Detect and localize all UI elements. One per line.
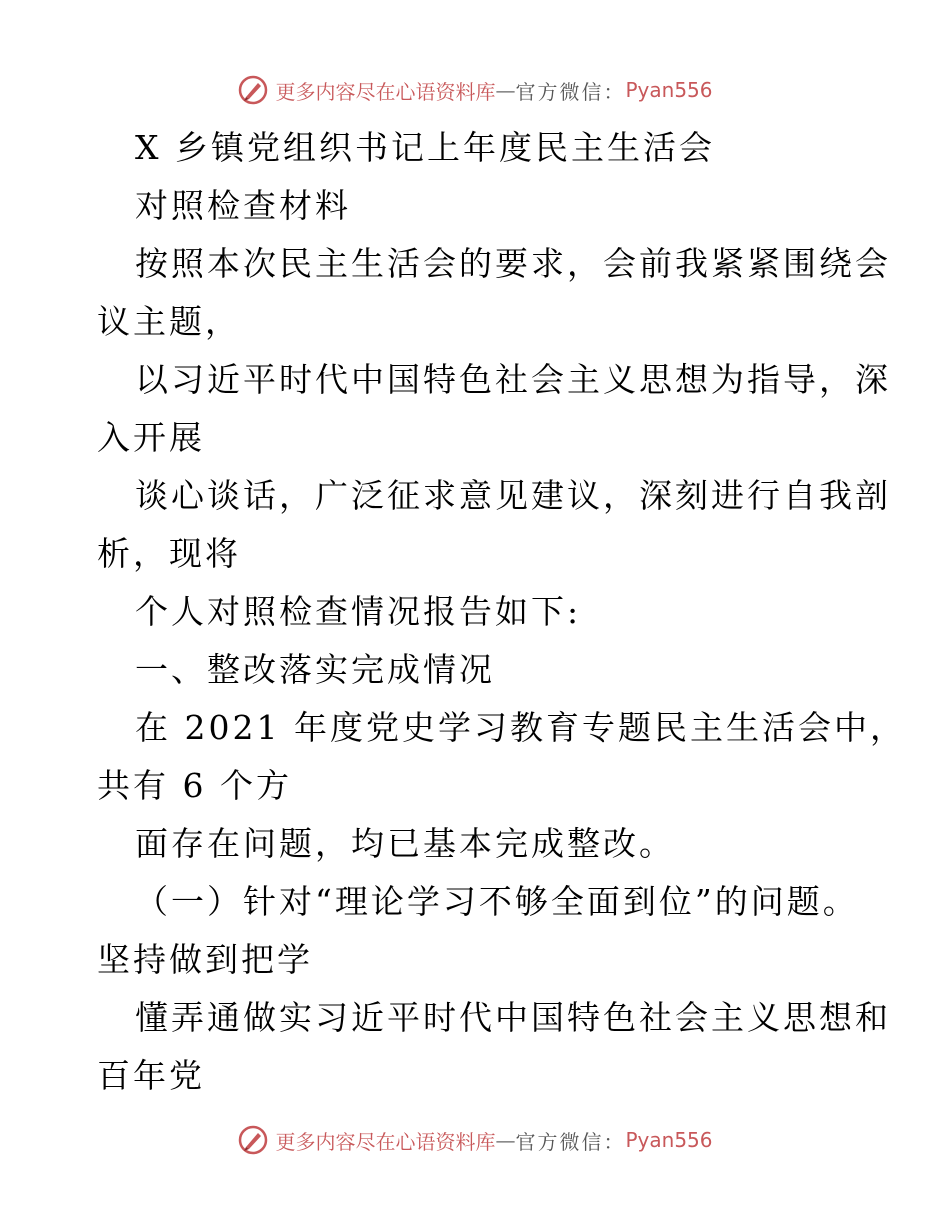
banner-main-text: 更多内容尽在心语资料库 bbox=[275, 79, 496, 104]
doc-text-line: 议主题， bbox=[97, 302, 241, 341]
pen-circle-logo-icon bbox=[237, 1124, 269, 1156]
doc-text-line: 共有 6 个方 bbox=[97, 766, 292, 805]
pen-circle-logo-icon bbox=[237, 74, 269, 106]
header-watermark-banner bbox=[0, 70, 950, 110]
doc-text-line: 入开展 bbox=[97, 418, 205, 457]
banner-wechat-label: 官方微信： bbox=[515, 79, 626, 104]
banner-wechat-label: 官方微信： bbox=[515, 1129, 626, 1154]
doc-text-line: 懂弄通做实习近平时代中国特色社会主义思想和 bbox=[135, 998, 891, 1037]
banner-separator: — bbox=[495, 78, 516, 102]
banner-main-text: 更多内容尽在心语资料库 bbox=[275, 1129, 496, 1154]
doc-text-line: 谈心谈话，广泛征求意见建议，深刻进行自我剖 bbox=[135, 476, 891, 515]
doc-text-line: 以习近平时代中国特色社会主义思想为指导，深 bbox=[135, 360, 891, 399]
doc-text-line: 个人对照检查情况报告如下: bbox=[135, 592, 582, 631]
doc-text-line: 析，现将 bbox=[97, 534, 241, 573]
banner-separator: — bbox=[495, 1128, 516, 1152]
document-body bbox=[97, 119, 906, 1105]
doc-title-line-2: 对照检查材料 bbox=[135, 186, 351, 225]
banner-account-id: Pyan556 bbox=[625, 78, 713, 102]
doc-text-line: 面存在问题，均已基本完成整改。 bbox=[135, 824, 675, 863]
doc-title-line-1: X 乡镇党组织书记上年度民主生活会 bbox=[135, 128, 715, 167]
doc-text-line: 在 2021 年度党史学习教育专题民主生活会中， bbox=[135, 708, 906, 747]
doc-text-line: 百年党 bbox=[97, 1056, 205, 1095]
doc-text-line: 坚持做到把学 bbox=[97, 940, 313, 979]
footer-watermark-banner bbox=[0, 1120, 950, 1160]
doc-section-heading: 一、整改落实完成情况 bbox=[135, 650, 495, 689]
banner-account-id: Pyan556 bbox=[625, 1128, 713, 1152]
doc-text-line: 按照本次民主生活会的要求，会前我紧紧围绕会 bbox=[135, 244, 891, 283]
doc-subsection-heading: （一）针对“理论学习不够全面到位”的问题。 bbox=[135, 882, 859, 921]
